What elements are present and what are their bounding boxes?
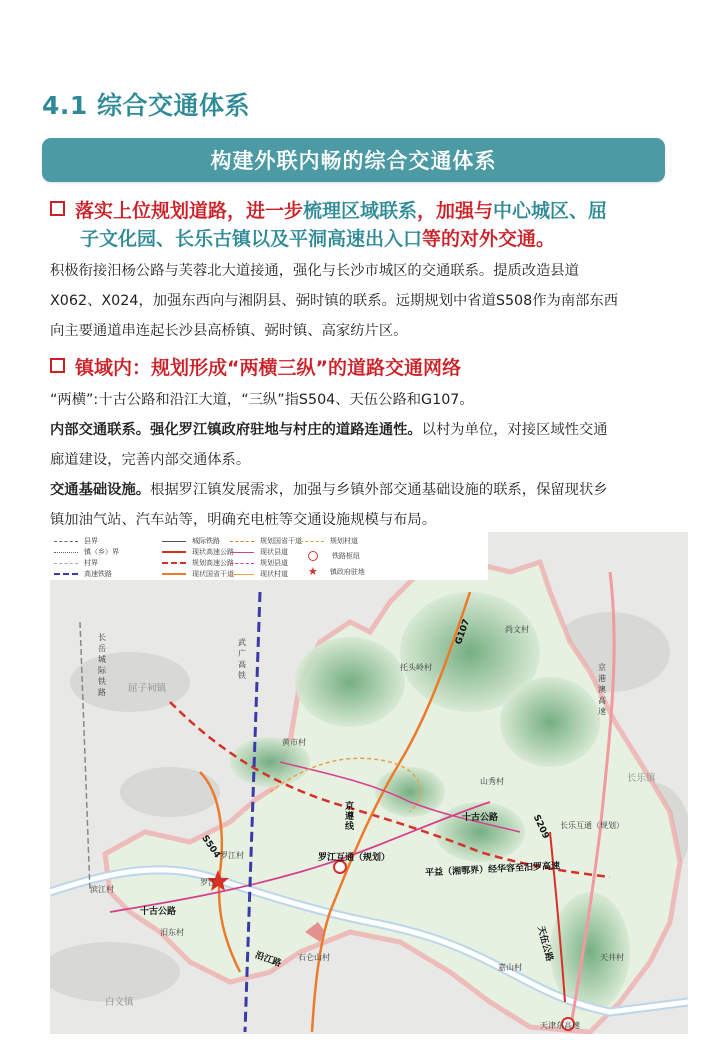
label-jinggang: 京港澳高速 (598, 663, 606, 716)
label-huangshi: 黄市村 (282, 738, 306, 747)
label-yanjiang: 沿江路 (253, 950, 283, 970)
paragraph-2: “两横”:十古公路和沿江大道，“三纵”指S504、天伍公路和G107。 内部交通联系。强化罗江镇政府驻地与村庄的道路连通性。以村为单位，对接区域性交通 廊道建设，完善内部交通体系。 交通基础设施。根据罗江镇发展需求，加强与乡镇外部交通基础设施的联系，保留现状乡 镇加油气站、汽车站等，明确充电桩等交通设施规模与布局。 (50, 392, 608, 528)
label-changyue: 长岳城际铁路 (98, 633, 106, 697)
label-quzi: 屈子祠镇 (128, 683, 167, 694)
bullet-heading-2: 镇域内：规划形成“两横三纵”的道路交通网络 (50, 354, 461, 382)
label-tianwu: 天伍公路 (535, 925, 555, 963)
bullet-heading-1: 落实上位规划道路，进一步梳理区域联系，加强与中心城区、屈 (50, 197, 607, 225)
section-banner: 构建外联内畅的综合交通体系 (42, 138, 665, 182)
map-legend: 县界 镇（乡）界 村界 高速铁路 城际铁路 现状高速公路 规划高速公路 现状国省干道 规划国省干道 现状县道 规划县道 现状村道 规划村道 铁路枢纽 ★ 镇政府驻地 (50, 532, 488, 580)
transport-map (50, 532, 688, 1034)
label-shigu: 十古公路 (140, 907, 177, 917)
label-changle-ic: 长乐互通（规划） (560, 821, 624, 830)
label-shangwen: 尚文村 (505, 625, 529, 634)
label-shizhen: 石仑山村 (298, 953, 330, 962)
label-shanxiu: 山秀村 (480, 777, 504, 786)
label-jiaxin: 嘉山村 (498, 963, 522, 972)
label-luojiang-village: 罗江村 (220, 851, 244, 860)
label-g107: G107 (453, 617, 473, 647)
label-tianjing: 天井村 (600, 953, 624, 962)
star-icon: ★ (308, 565, 318, 578)
label-binjiang: 滨江村 (90, 885, 114, 894)
section-title: 4.1 综合交通体系 (42, 91, 250, 120)
label-luojiang-ic: 罗江互通（规划） (318, 853, 391, 863)
map-canvas (50, 532, 688, 1034)
label-jingzhe: 京遵线 (345, 802, 355, 832)
label-changle: 长乐镇 (627, 773, 656, 784)
checkbox-square-icon (50, 201, 65, 216)
label-tuotou: 托头岭村 (400, 663, 432, 672)
label-tiyuan: 汨东村 (160, 928, 184, 937)
label-shigu2: 十古公路 (462, 813, 499, 823)
label-bangyan: 白文镇 (105, 997, 134, 1008)
bullet-heading-1-line2: 子文化园、长乐古镇以及平洞高速出入口等的对外交通。 (80, 228, 556, 250)
label-changqing: 天津东高速 (540, 1021, 580, 1030)
label-s209: S209 (530, 813, 551, 841)
label-s504: S504 (199, 833, 222, 861)
paragraph-1: 积极衔接汨杨公路与芙蓉北大道接通，强化与长沙市城区的交通联系。提质改造县道 X062、X024，加强东西向与湘阴县、弼时镇的联系。远期规划中省道S508作为南部东西 向主要通道串连起长沙县高桥镇、弼时镇、高家纺片区。 (50, 263, 619, 339)
rail-hub-icon (308, 551, 318, 561)
label-luojiang: 罗江 (200, 878, 216, 887)
label-pingyi: 平益（湘鄂界）经华容至汨罗高速 (424, 861, 561, 879)
checkbox-square-icon (50, 358, 65, 373)
label-wuguang: 武广高铁 (238, 638, 246, 680)
